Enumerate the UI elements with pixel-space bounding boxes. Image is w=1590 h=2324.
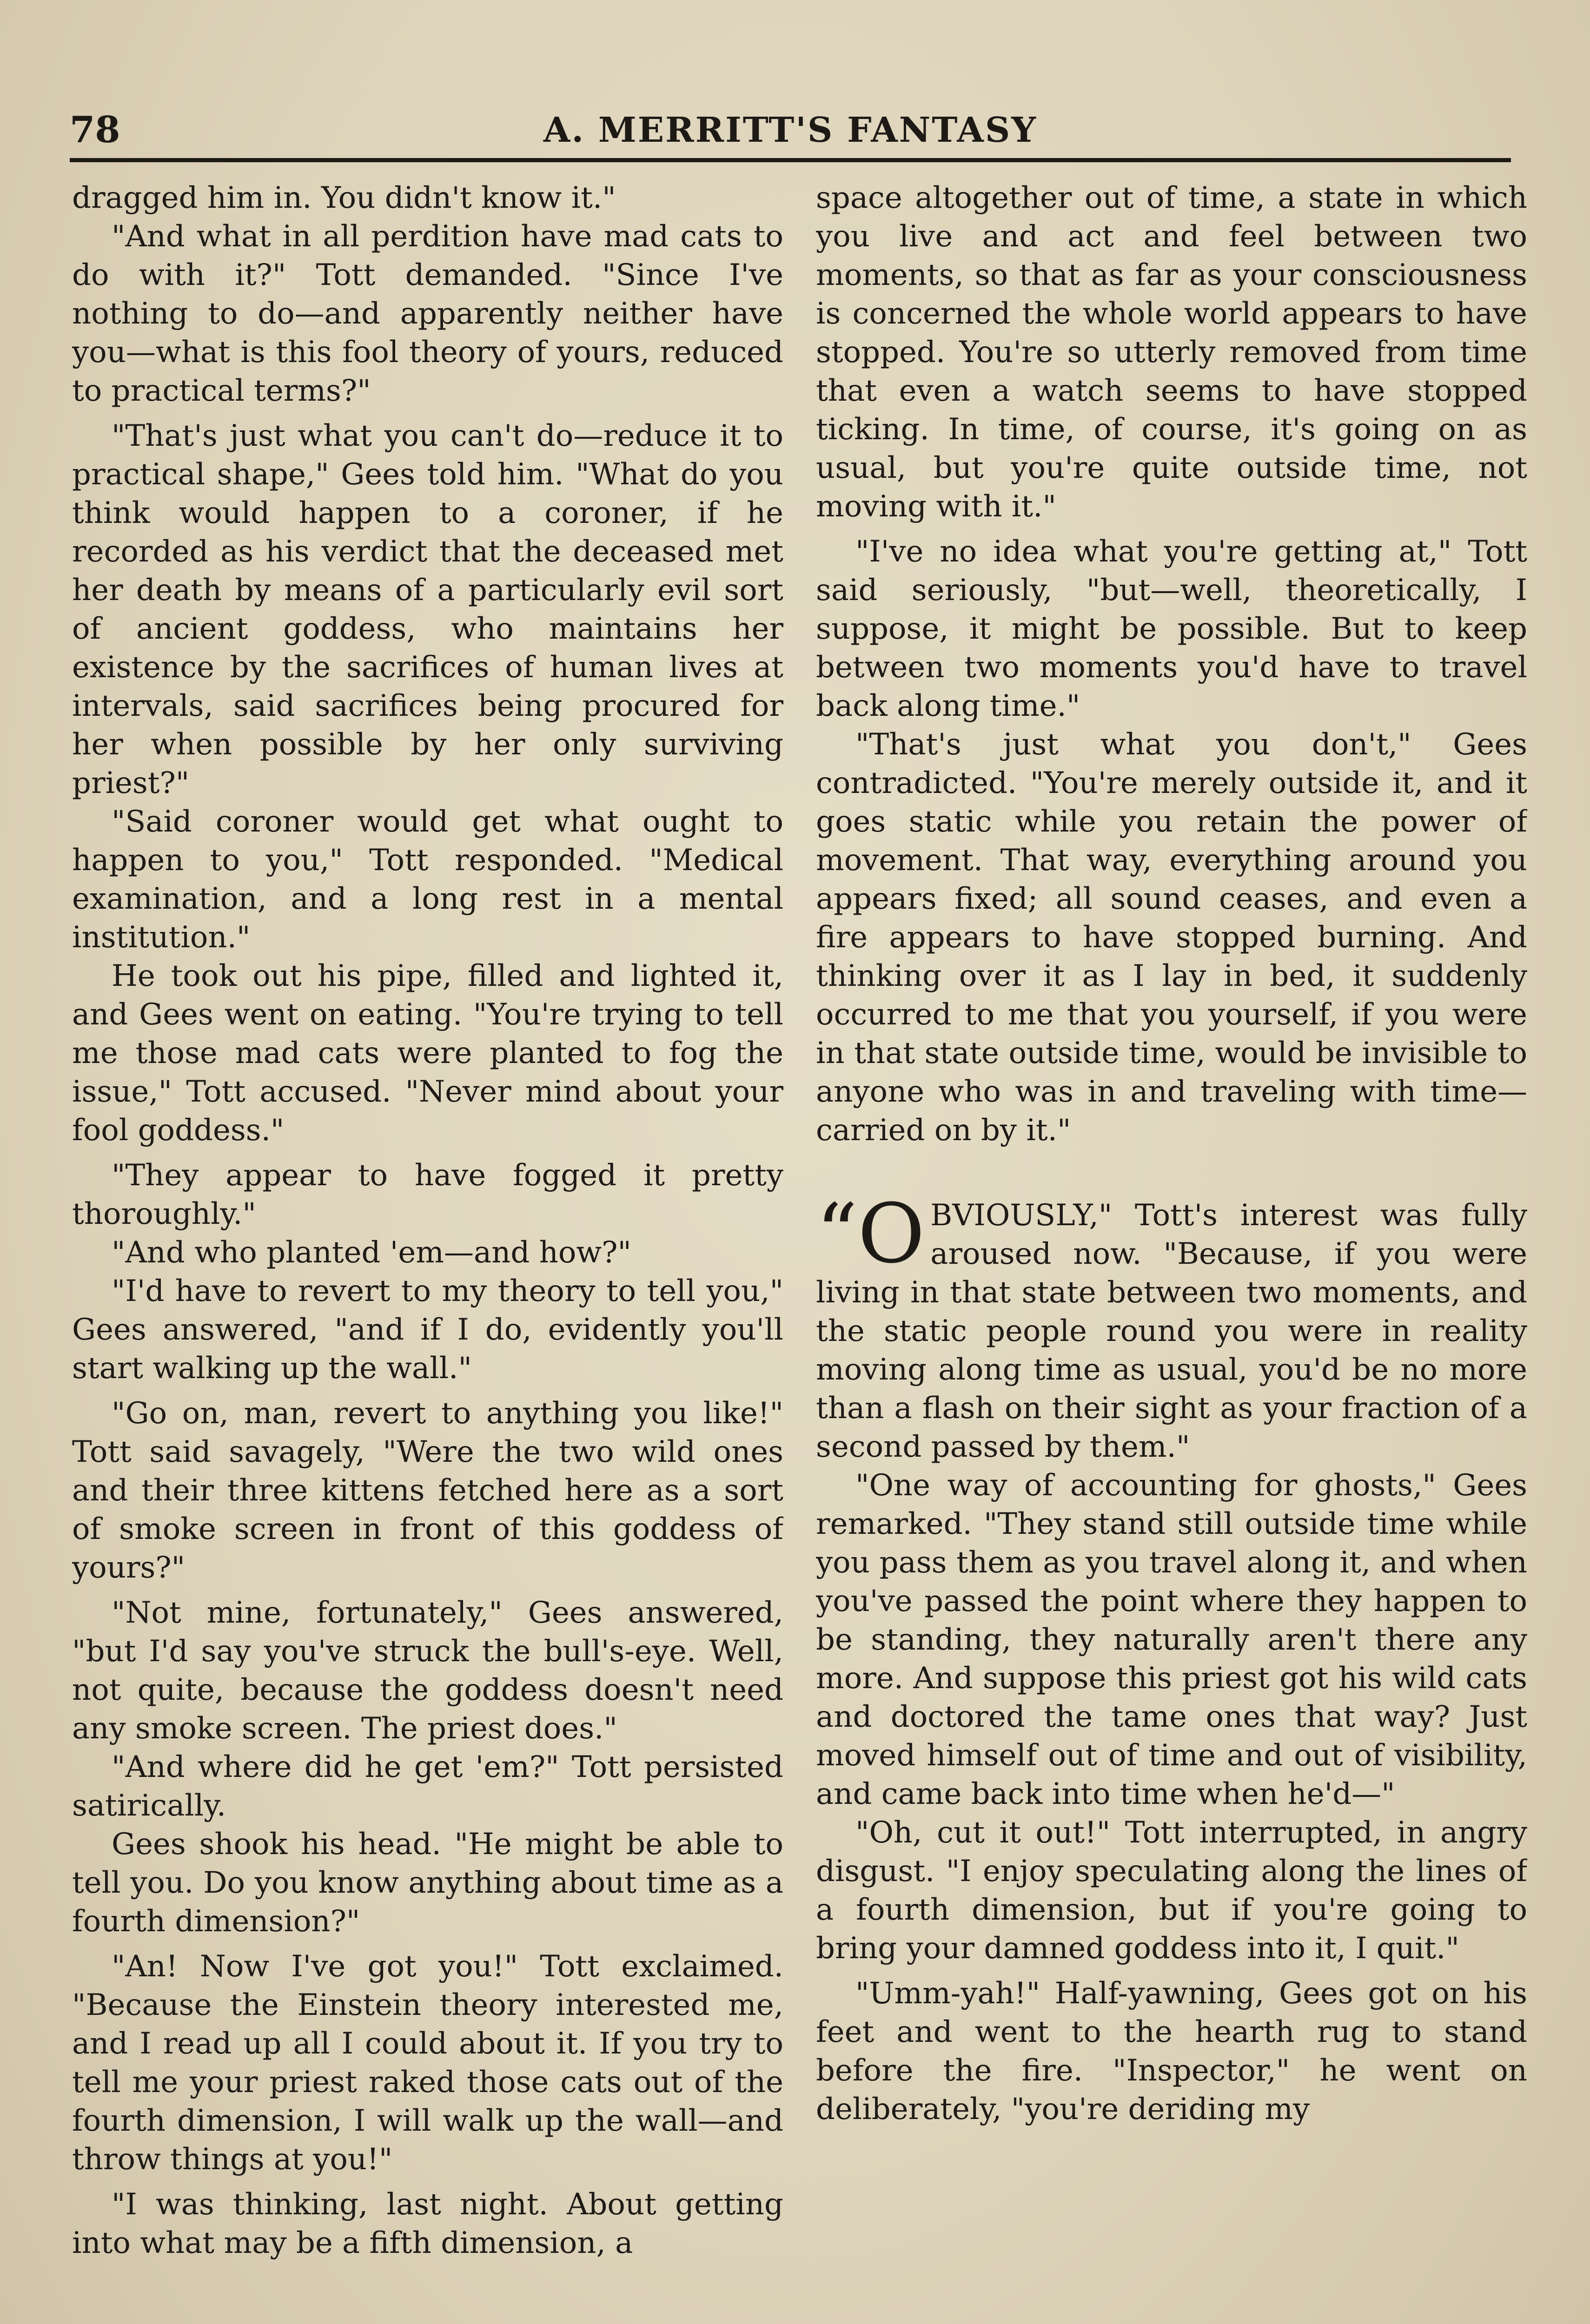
paragraph-text: BVIOUSLY," Tott's interest was fully aroused now. "Because, if you were living in that state between two moments, and the static people round you were in reality moving along time as usual, you'd be no more than a flash on their sight as your fraction of a second passed by them." <box>816 1198 1527 1464</box>
page-header <box>70 105 1511 156</box>
left-column <box>72 179 783 2324</box>
paragraph: "I was thinking, last night. About getting into what may be a fifth dimension, a <box>72 2187 783 2260</box>
drop-cap <box>816 1186 925 1281</box>
paragraph: "I've no idea what you're getting at," Tott said seriously, "but—well, theoretically, I suppose, it might be possible. But to keep between two moments you'd have to travel back along time." <box>816 535 1527 723</box>
paragraph: "And where did he get 'em?" Tott persisted satirically. <box>72 1750 783 1823</box>
paragraph: "One way of accounting for ghosts," Gees remarked. "They stand still outside time while you pass them as you travel along it, and when you've passed the point where they happen to be standing, they naturally aren't there any more. And suppose this priest got his wild cats and doctored the tame ones that way? Just moved himself out of time and out of visibility, and came back into time when he'd—" <box>816 1468 1527 1811</box>
running-title: A. MERRITT'S FANTASY <box>543 110 1038 150</box>
paragraph: Gees shook his head. "He might be able to tell you. Do you know anything about time as a fourth dimension?" <box>72 1827 783 1939</box>
paragraph: "Umm-yah!" Half-yawning, Gees got on his feet and went to the hearth rug to stand before the fire. "Inspector," he went on deliberately, "you're deriding my <box>816 1976 1527 2126</box>
right-column <box>816 179 1527 2324</box>
paragraph: "Said coroner would get what ought to happen to you," Tott responded. "Medical examination, and a long rest in a mental institution." <box>72 805 783 955</box>
paragraph: "And who planted 'em—and how?" <box>112 1235 631 1270</box>
paragraph: "And what in all perdition have mad cats to do with it?" Tott demanded. "Since I've nothing to do—and apparently neither have you—what is this fool theory of yours, reduced to practical terms?" <box>72 219 783 408</box>
drop-cap-letter: O <box>857 1186 925 1281</box>
page-number: 78 <box>70 109 120 151</box>
paragraph: "An! Now I've got you!" Tott exclaimed. "Because the Einstein theory interested me, and I read up all I could about it. If you try to tell me your priest raked those cats out of the fourth dimension, I will walk up the wall—and throw things at you!" <box>72 1949 783 2177</box>
section-opening-paragraph <box>816 1186 1527 1466</box>
paragraph: "That's just what you don't," Gees contradicted. "You're merely outside it, and it goes static while you retain the power of movement. That way, everything around you appears fixed; all sound ceases, and even a fire appears to have stopped burning. And thinking over it as I lay in bed, it suddenly occurred to me that you yourself, if you were in that state outside time, would be invisible to anyone who was in and traveling with time—carried on by it." <box>816 727 1527 1148</box>
header-rule <box>70 158 1511 162</box>
paragraph: space altogether out of time, a state in which you live and act and feel between two moments, so that as far as your consciousness is concerned the whole world appears to have stopped. You're so utterly removed from time that even a watch seems to have stopped ticking. In time, of course, it's going on as usual, but you're quite outside time, not moving with it." <box>816 181 1527 524</box>
drop-cap-quote: “ <box>816 1186 858 1281</box>
paragraph: "That's just what you can't do—reduce it to practical shape," Gees told him. "What do you think would happen to a coroner, if he recorded as his verdict that the deceased met her death by means of a particularly evil sort of ancient goddess, who maintains her existence by the sacrifices of human lives at intervals, said sacrifices being procured for her when possible by her only surviving priest?" <box>72 419 783 800</box>
paragraph: "Go on, man, revert to anything you like!" Tott said savagely, "Were the two wild ones and their three kittens fetched here as a sort of smoke screen in front of this goddess of yours?" <box>72 1396 783 1585</box>
paragraph: "I'd have to revert to my theory to tell you," Gees answered, "and if I do, evidently you'll start walking up the wall." <box>72 1274 783 1386</box>
paragraph: "Oh, cut it out!" Tott interrupted, in angry disgust. "I enjoy speculating along the lines of a fourth dimension, but if you're going to bring your damned goddess into it, I quit." <box>816 1816 1527 1966</box>
paragraph: He took out his pipe, filled and lighted it, and Gees went on eating. "You're trying to tell me those mad cats were planted to fog the issue," Tott accused. "Never mind about your fool goddess." <box>72 959 783 1148</box>
paragraph: "They appear to have fogged it pretty thoroughly." <box>72 1158 783 1231</box>
paragraph: dragged him in. You didn't know it." <box>72 181 616 215</box>
paragraph: "Not mine, fortunately," Gees answered, "but I'd say you've struck the bull's-eye. Well, not quite, because the goddess doesn't need any smoke screen. The priest does." <box>72 1596 783 1746</box>
